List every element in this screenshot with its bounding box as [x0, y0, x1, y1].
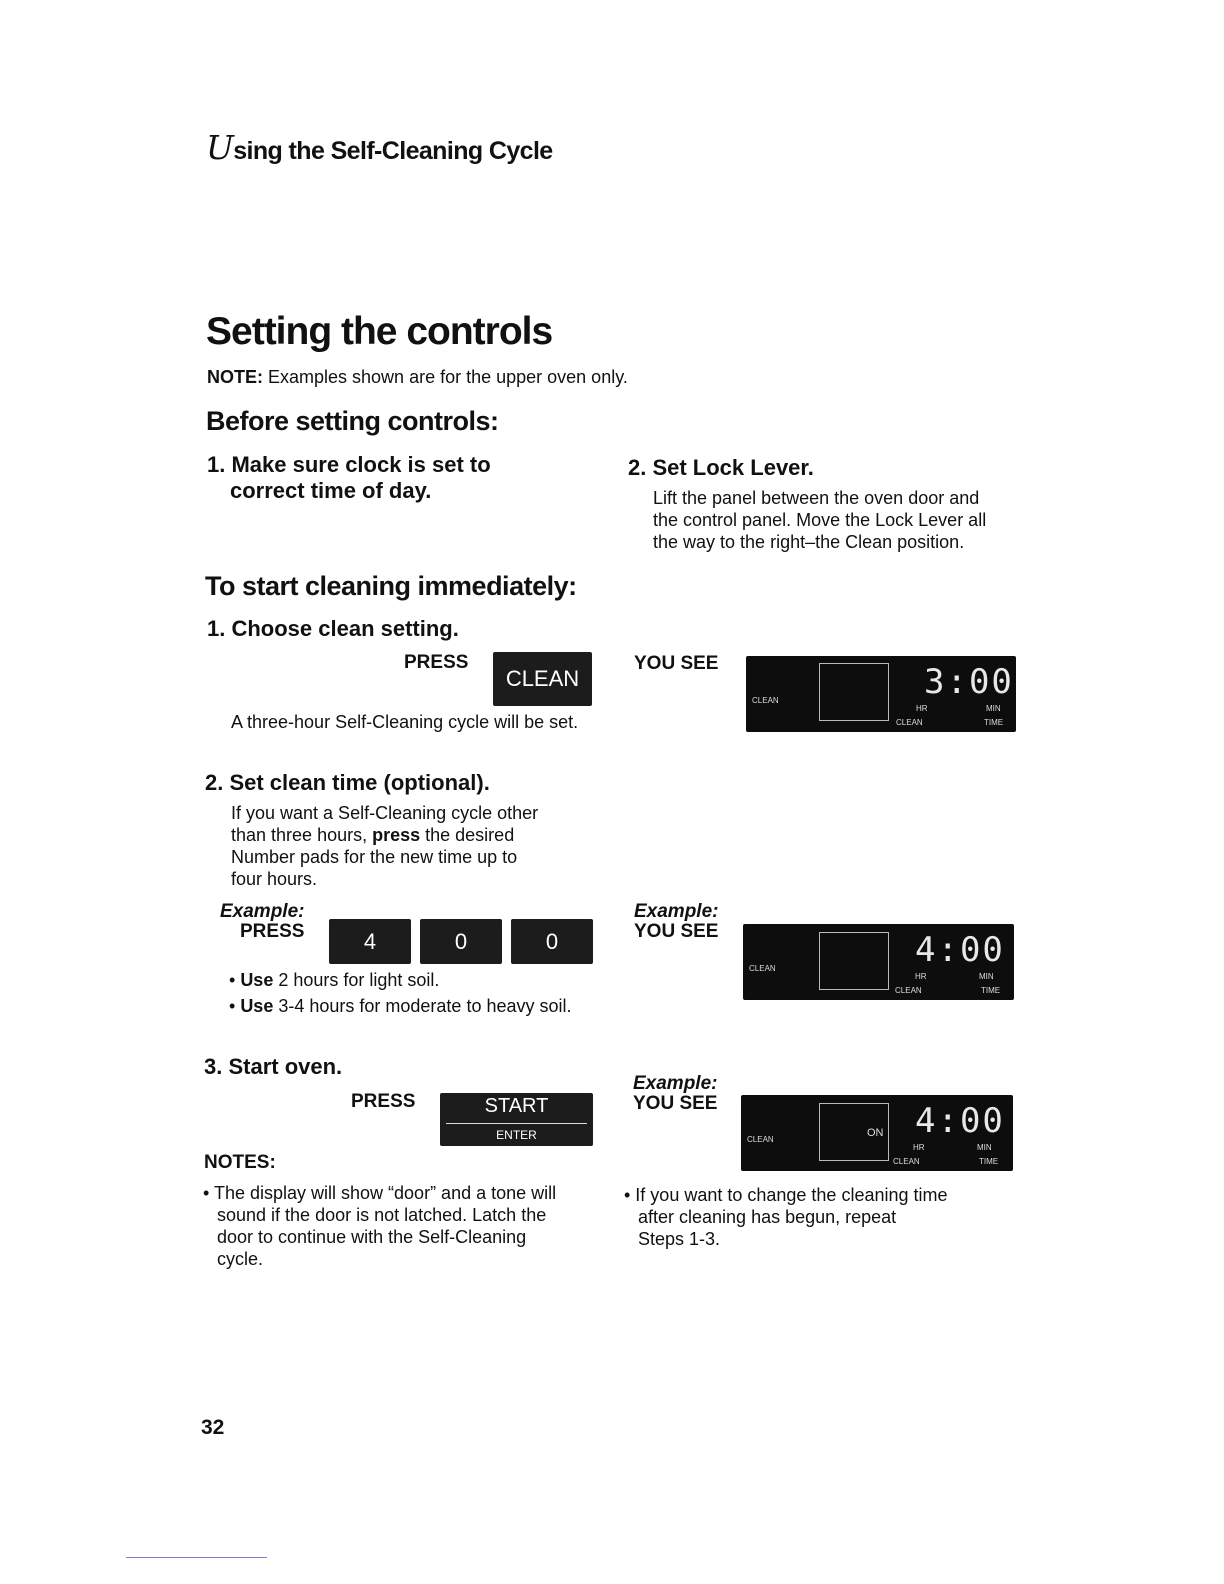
start-step2-title: 2. Set clean time (optional).: [205, 770, 490, 795]
step2-line: Number pads for the new time up to: [231, 847, 518, 867]
enter-label: ENTER: [496, 1128, 537, 1142]
clean-button[interactable]: CLEAN: [493, 652, 592, 706]
bullet-item: • Use 3-4 hours for moderate to heavy soil.: [229, 996, 572, 1016]
display-min-label: MIN: [986, 704, 1001, 713]
before-step2-text: [653, 487, 986, 553]
display-digits: 4:00: [915, 930, 1005, 970]
note-left-line: door to continue with the Self-Cleaning: [217, 1227, 527, 1247]
before-step2-line: Lift the panel between the oven door and: [653, 488, 980, 508]
bullet-item: • Use 2 hours for light soil.: [229, 970, 440, 990]
press-label: PRESS: [240, 921, 305, 942]
start-step1-title: 1. Choose clean setting.: [207, 616, 459, 641]
you-see-label: YOU SEE: [633, 1093, 718, 1114]
bullet-lead: Use: [240, 996, 274, 1016]
bullet-text: 2 hours for light soil.: [273, 970, 440, 990]
step2-line: four hours.: [231, 869, 318, 889]
note-left: [203, 1182, 556, 1270]
note: [207, 367, 628, 388]
note-label: NOTE:: [207, 367, 263, 387]
example-text: Example:: [634, 901, 719, 922]
step2-press-emphasis: press: [372, 825, 421, 845]
start-step3-title: 3. Start oven.: [204, 1054, 343, 1079]
press-label: PRESS: [351, 1091, 416, 1112]
display-hr-label: HR: [915, 972, 927, 981]
display-time-label: TIME: [984, 718, 1004, 727]
before-step2-title: 2. Set Lock Lever.: [628, 455, 814, 480]
before-step2-line: the way to the right–the Clean position.: [653, 532, 965, 552]
note-right-line: • If you want to change the cleaning time: [624, 1185, 948, 1205]
section-header: [206, 128, 553, 167]
footer-rule: [126, 1557, 267, 1558]
example-label: [633, 1074, 717, 1114]
before-step2-line: the control panel. Move the Lock Lever all: [653, 510, 987, 530]
display-clean-label: CLEAN: [896, 718, 923, 727]
oven-door-icon: [819, 663, 889, 721]
step2-line: If you want a Self-Cleaning cycle other: [231, 803, 539, 823]
start-label: START: [484, 1095, 549, 1117]
you-see-label: YOU SEE: [634, 921, 719, 942]
display-hr-label: HR: [913, 1143, 925, 1152]
note-left-line: • The display will show “door” and a tone will: [203, 1183, 557, 1203]
step1-description: A three-hour Self-Cleaning cycle will be set.: [231, 712, 579, 732]
before-step1-line1: 1. Make sure clock is set to: [207, 452, 491, 477]
display-clean-label: CLEAN: [895, 986, 922, 995]
before-heading: Before setting controls:: [206, 406, 499, 436]
page-number: 32: [201, 1416, 225, 1439]
before-step1-line2: correct time of day.: [230, 478, 432, 503]
display-clean-indicator: CLEAN: [749, 964, 776, 973]
note-right-line: after cleaning has begun, repeat: [638, 1207, 897, 1227]
example-text: Example:: [633, 1073, 718, 1094]
oven-display: [741, 1095, 1013, 1171]
step2-line: [231, 824, 538, 846]
note-text: Examples shown are for the upper oven only.: [263, 367, 628, 387]
start-heading: To start cleaning immediately:: [205, 571, 577, 601]
header-text: sing the Self-Cleaning Cycle: [233, 137, 553, 165]
bullet-list: [229, 969, 572, 1017]
start-enter-button[interactable]: [440, 1093, 593, 1146]
number-0-button[interactable]: 0: [420, 919, 502, 964]
display-on-indicator: ON: [867, 1127, 884, 1139]
press-label: PRESS: [404, 652, 469, 673]
step2-line-part: the desired: [420, 825, 515, 845]
step2-line-part: than three hours,: [231, 825, 373, 845]
display-digits: 4:00: [915, 1101, 1005, 1141]
note-right-line: Steps 1-3.: [638, 1229, 721, 1249]
display-hr-label: HR: [916, 704, 928, 713]
display-min-label: MIN: [977, 1143, 992, 1152]
oven-display: [746, 656, 1016, 732]
display-clean-indicator: CLEAN: [752, 696, 779, 705]
oven-display: [743, 924, 1014, 1000]
display-clean-label: CLEAN: [893, 1157, 920, 1166]
number-4-button[interactable]: 4: [329, 919, 411, 964]
note-left-line: sound if the door is not latched. Latch the: [217, 1205, 547, 1225]
note-right: [624, 1184, 948, 1250]
display-clean-indicator: CLEAN: [747, 1135, 774, 1144]
example-label: [634, 902, 718, 942]
number-0-button[interactable]: 0: [511, 919, 593, 964]
bullet-text: 3-4 hours for moderate to heavy soil.: [273, 996, 572, 1016]
example-label: [220, 902, 304, 942]
key-divider: [446, 1123, 587, 1124]
header-initial: U: [206, 128, 234, 167]
page-title: Setting the controls: [206, 310, 553, 353]
notes-label: NOTES:: [204, 1152, 276, 1173]
display-time-label: TIME: [979, 1157, 999, 1166]
example-text: Example:: [220, 901, 305, 922]
display-min-label: MIN: [979, 972, 994, 981]
bullet-lead: Use: [240, 970, 274, 990]
you-see-label: YOU SEE: [634, 653, 719, 674]
note-left-line: cycle.: [217, 1249, 264, 1269]
step2-text: [231, 802, 538, 890]
display-time-label: TIME: [981, 986, 1001, 995]
display-digits: 3:00: [924, 662, 1014, 702]
oven-door-icon: [819, 932, 889, 990]
